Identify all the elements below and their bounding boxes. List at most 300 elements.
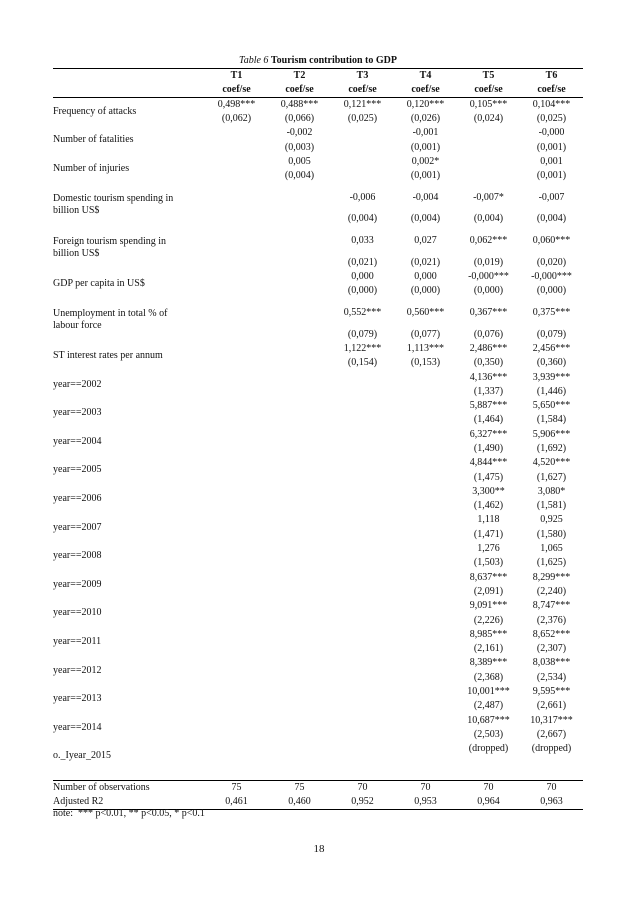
se-cell: (0,000) [473,285,504,297]
column-subheader: coef/se [457,83,520,98]
se-cell [457,169,520,183]
se-cell [331,413,394,427]
coef-cell [268,342,331,356]
coef-cell: 10,687*** [467,714,510,726]
se-cell [205,470,268,484]
row-label: year==2013 [53,693,102,705]
coef-cell: -0,002 [286,127,313,139]
se-cell [268,556,331,570]
coef-cell [268,485,331,499]
coef-cell: 0,498*** [217,98,256,110]
stats-row [53,781,583,795]
coef-cell: 0,005 [288,155,311,167]
coef-cell [394,742,457,756]
se-cell: (0,001) [536,170,567,182]
se-cell [205,212,268,226]
se-cell [394,499,457,513]
se-cell [268,470,331,484]
coef-cell [205,656,268,670]
coef-cell [205,513,268,527]
coef-cell [205,428,268,442]
se-cell [205,284,268,298]
stats-label: Adjusted R2 [53,795,205,809]
coef-cell [394,456,457,470]
coef-cell: 9,091*** [469,600,508,612]
se-cell: (0,066) [284,112,315,124]
se-cell: (1,625) [536,557,567,569]
stats-cell: 70 [546,782,557,794]
coef-cell [205,628,268,642]
se-cell [394,756,457,770]
row-label: GDP per capita in US$ [53,278,145,290]
table-caption [53,55,583,67]
stats-cell: 75 [294,782,305,794]
table-row [53,571,583,585]
se-cell: (0,000) [536,285,567,297]
coef-cell [205,227,268,256]
coef-cell: 0,104*** [532,98,571,110]
caption-label: Table 6 [239,55,269,66]
coef-cell: 1,118 [477,514,500,526]
coef-cell: (dropped) [468,743,509,755]
se-cell: (0,079) [347,328,378,340]
se-cell: (2,307) [536,643,567,655]
table-row [53,183,583,212]
coef-cell [205,270,268,284]
coef-cell: 4,844*** [469,457,508,469]
row-label: year==2002 [53,378,102,390]
se-cell [394,585,457,599]
coef-cell: -0,004 [412,191,439,203]
se-cell [205,140,268,154]
se-cell: (2,667) [536,728,567,740]
se-cell [520,756,583,770]
se-cell [268,212,331,226]
row-label [53,298,205,341]
se-cell [394,613,457,627]
se-cell: (1,692) [536,442,567,454]
se-cell [268,442,331,456]
coef-cell: 0,000 [351,271,374,283]
se-cell: (1,580) [536,528,567,540]
coef-cell: 8,747*** [532,600,571,612]
se-cell: (2,161) [473,643,504,655]
coef-cell [268,742,331,756]
coef-cell [205,155,268,169]
coef-cell [331,456,394,470]
se-cell: (1,462) [473,500,504,512]
table-row [53,155,583,169]
se-cell [394,528,457,542]
se-cell [205,671,268,685]
se-cell [268,499,331,513]
table-row [53,513,583,527]
se-cell [331,728,394,742]
coef-cell [331,742,394,756]
coef-cell [457,126,520,140]
coef-cell [268,370,331,384]
se-cell: (2,226) [473,614,504,626]
se-cell: (1,446) [536,385,567,397]
table-body [53,98,583,810]
se-cell: (2,091) [473,585,504,597]
coef-cell [331,155,394,169]
se-cell [457,756,520,770]
coef-cell: 8,652*** [532,628,571,640]
table-row [53,126,583,140]
se-cell [205,699,268,713]
stats-cell: 0,461 [205,795,268,809]
coef-cell [205,456,268,470]
row-label: ST interest rates per annum [53,350,163,362]
se-cell [394,385,457,399]
coef-cell: 5,906*** [532,428,571,440]
coef-cell [268,599,331,613]
coef-cell: 5,650*** [532,400,571,412]
page-number: 18 [313,843,325,855]
se-cell [205,613,268,627]
se-cell [394,671,457,685]
coef-cell [268,428,331,442]
row-label: year==2009 [53,578,102,590]
se-cell [331,528,394,542]
coef-cell [394,599,457,613]
se-cell [205,728,268,742]
coef-cell [205,370,268,384]
coef-cell [268,456,331,470]
column-header: T3 [331,69,394,84]
row-label-line: labour force [53,320,102,332]
table-row [53,270,583,284]
coef-cell: 1,065 [540,543,563,555]
coef-cell: 0,033 [351,235,374,247]
coef-cell [268,298,331,327]
se-cell: (1,503) [473,557,504,569]
row-label: Number of injuries [53,162,130,174]
coef-cell: 3,080* [537,485,566,497]
coef-cell: 0,002* [411,155,440,167]
column-subheader: coef/se [205,83,268,98]
coef-cell [268,227,331,256]
coef-cell [268,542,331,556]
column-header: T2 [268,69,331,84]
coef-cell [331,685,394,699]
coef-cell [205,485,268,499]
se-cell: (0,360) [536,357,567,369]
se-cell [394,642,457,656]
coef-cell: 1,122*** [343,342,382,354]
se-cell [331,642,394,656]
coef-cell [331,428,394,442]
se-cell: (0,004) [473,213,504,225]
coef-cell [331,542,394,556]
coef-cell [331,599,394,613]
coef-cell [205,399,268,413]
coef-cell [394,542,457,556]
row-label [53,183,205,226]
row-label: year==2004 [53,435,102,447]
coef-cell: 4,520*** [532,457,571,469]
coef-cell [268,513,331,527]
se-cell: (2,534) [536,671,567,683]
coef-cell: 8,985*** [469,628,508,640]
row-label: year==2005 [53,464,102,476]
coef-cell: 0,060*** [532,235,571,247]
se-cell [268,642,331,656]
column-header: T5 [457,69,520,84]
se-cell [205,756,268,770]
coef-cell [268,656,331,670]
se-cell [268,671,331,685]
se-cell [205,585,268,599]
table-row [53,399,583,413]
coef-cell: 0,925 [540,514,563,526]
se-cell: (2,661) [536,700,567,712]
se-cell: (0,000) [410,285,441,297]
coef-cell [331,126,394,140]
table-row [53,656,583,670]
se-cell: (1,475) [473,471,504,483]
table-row [53,456,583,470]
se-cell [457,140,520,154]
se-cell [268,699,331,713]
stats-cell: 0,953 [394,795,457,809]
stats-cell: 70 [357,782,368,794]
se-cell [205,413,268,427]
se-cell [394,442,457,456]
se-cell: (0,154) [347,357,378,369]
column-header: T4 [394,69,457,84]
coef-cell: 0,001 [540,155,563,167]
coef-cell: -0,000*** [531,271,572,283]
table-row [53,342,583,356]
stats-cell: 0,460 [268,795,331,809]
coef-cell [205,713,268,727]
se-cell [268,528,331,542]
se-cell [268,284,331,298]
coef-cell [394,399,457,413]
se-cell [205,169,268,183]
column-subheader: coef/se [394,83,457,98]
coef-cell [331,399,394,413]
coef-cell: 0,027 [414,235,437,247]
stats-cell: 0,963 [520,795,583,809]
coef-cell [205,298,268,327]
se-cell [331,385,394,399]
se-cell: (0,001) [410,141,441,153]
column-subheader: coef/se [331,83,394,98]
coef-cell [205,126,268,140]
coef-cell [331,713,394,727]
se-cell: (2,487) [473,700,504,712]
coef-cell [331,513,394,527]
coef-cell [205,183,268,212]
coef-cell: 10,317*** [530,714,573,726]
header-blank [53,69,205,84]
coef-cell: -0,000*** [468,271,509,283]
row-label: year==2003 [53,407,102,419]
se-cell [268,585,331,599]
se-cell: (0,025) [536,112,567,124]
se-cell: (0,021) [410,256,441,268]
coef-cell [268,713,331,727]
se-cell [331,756,394,770]
se-cell [331,169,394,183]
row-label: year==2011 [53,636,102,647]
coef-cell: 9,595*** [532,686,571,698]
table-row [53,227,583,256]
coef-cell: 8,637*** [469,571,508,583]
se-cell: (0,001) [410,170,441,182]
se-cell [331,671,394,685]
se-cell [205,356,268,370]
se-cell: (0,004) [347,213,378,225]
se-cell [205,385,268,399]
se-cell [205,327,268,341]
coef-cell [268,685,331,699]
coef-cell [394,370,457,384]
table-row [53,628,583,642]
coef-cell [331,571,394,585]
coef-cell: -0,000 [538,127,565,139]
coef-cell: 0,375*** [532,306,571,318]
coef-cell: 10,001*** [467,686,510,698]
table-row [53,428,583,442]
coef-cell [205,742,268,756]
coef-cell [457,155,520,169]
table-row [53,370,583,384]
se-cell: (2,368) [473,671,504,683]
se-cell [331,613,394,627]
row-label-line: billion US$ [53,204,100,216]
coef-cell [394,571,457,585]
se-cell: (0,004) [536,213,567,225]
row-label: o._Iyear_2015 [53,750,112,762]
coef-cell: (dropped) [531,743,572,755]
row-label: Number of fatalities [53,134,134,146]
se-cell: (0,062) [221,112,252,124]
table-row [53,685,583,699]
coef-cell [268,628,331,642]
table-row [53,485,583,499]
se-cell [205,642,268,656]
se-cell: (1,627) [536,471,567,483]
stats-cell: 70 [420,782,431,794]
coef-cell: 0,488*** [280,98,319,110]
se-cell: (0,024) [473,112,504,124]
coef-cell: -0,006 [349,191,376,203]
row-label-line: Domestic tourism spending in [53,192,174,204]
se-cell: (2,376) [536,614,567,626]
table-row [53,599,583,613]
coef-cell: 2,486*** [469,342,508,354]
coef-cell [394,628,457,642]
se-cell: (0,020) [536,256,567,268]
coef-cell: 1,276 [477,543,500,555]
coef-cell: 8,389*** [469,657,508,669]
table-row [53,542,583,556]
se-cell [268,356,331,370]
coef-cell: 8,038*** [532,657,571,669]
coef-cell: -0,007* [473,191,504,203]
se-cell: (1,464) [473,414,504,426]
se-cell: (0,004) [410,213,441,225]
coef-cell [205,342,268,356]
column-header: T6 [520,69,583,84]
se-cell: (2,240) [536,585,567,597]
se-cell: (0,026) [410,112,441,124]
coef-cell: 0,000 [414,271,437,283]
se-cell: (0,077) [410,328,441,340]
se-cell [394,470,457,484]
row-label: year==2012 [53,664,102,676]
se-cell: (0,153) [410,357,441,369]
coef-cell: 1,113*** [406,342,445,354]
row-label: Frequency of attacks [53,106,137,118]
regression-table [53,68,583,810]
coef-cell: 3,939*** [532,371,571,383]
se-cell: (1,490) [473,442,504,454]
coef-cell [394,656,457,670]
row-label-line: Unemployment in total % of [53,308,168,320]
coef-cell [331,628,394,642]
se-cell: (1,584) [536,414,567,426]
coef-cell: 0,560*** [406,306,445,318]
se-cell [205,256,268,270]
coef-cell [394,513,457,527]
se-cell [331,499,394,513]
stats-cell: 0,964 [457,795,520,809]
se-cell [394,413,457,427]
se-cell [394,699,457,713]
se-cell: (0,025) [347,112,378,124]
row-label-line: billion US$ [53,248,100,260]
se-cell: (2,503) [473,728,504,740]
coef-cell: 0,120*** [406,98,445,110]
se-cell [205,499,268,513]
coef-cell: 0,552*** [343,306,382,318]
stats-cell: 70 [483,782,494,794]
se-cell: (0,350) [473,357,504,369]
coef-cell [268,270,331,284]
coef-cell [394,685,457,699]
stats-cell: 0,952 [331,795,394,809]
row-label: year==2008 [53,550,102,562]
table-row [53,98,583,112]
coef-cell [268,399,331,413]
se-cell [331,442,394,456]
coef-cell [205,571,268,585]
se-cell [205,556,268,570]
row-label: year==2010 [53,607,102,619]
se-cell [331,470,394,484]
se-cell: (1,471) [473,528,504,540]
se-cell: (1,581) [536,500,567,512]
coef-cell [394,713,457,727]
table-row [53,742,583,756]
coef-cell: 0,367*** [469,306,508,318]
stats-label: Number of observations [53,782,150,794]
column-subheader: coef/se [268,83,331,98]
coef-cell [331,370,394,384]
se-cell [205,528,268,542]
coef-cell: 2,456*** [532,342,571,354]
se-cell: (0,004) [284,170,315,182]
coef-cell: -0,001 [412,127,439,139]
coef-cell [394,485,457,499]
row-label: year==2007 [53,521,102,533]
se-cell: (0,076) [473,328,504,340]
